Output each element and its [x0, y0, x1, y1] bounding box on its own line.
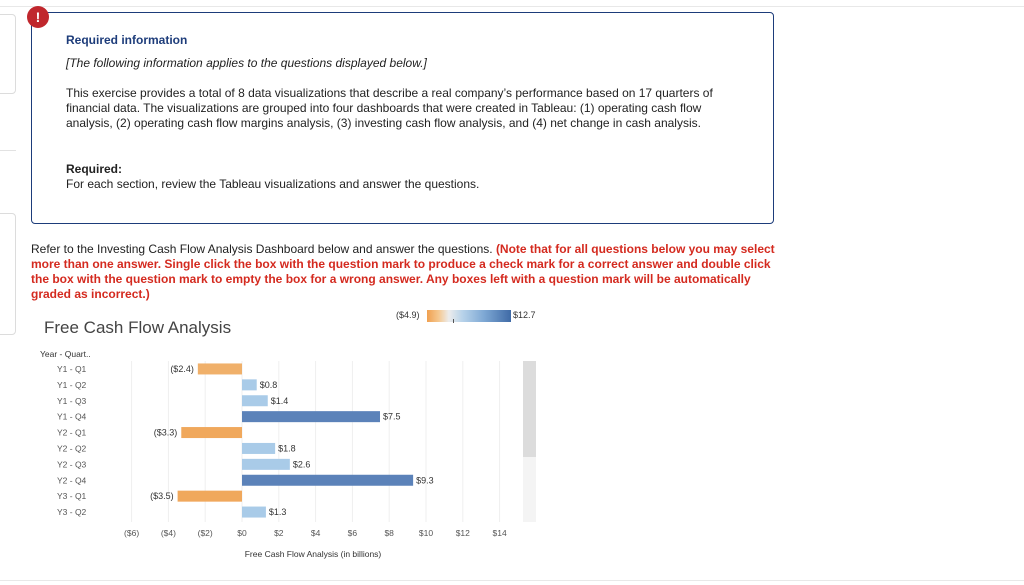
data-label: $1.8 — [278, 443, 296, 454]
bar — [242, 443, 275, 454]
bar — [198, 363, 242, 374]
x-tick-label: ($6) — [124, 528, 140, 538]
required-text: For each section, review the Tableau visualizations and answer the questions. — [66, 177, 480, 191]
data-label: ($3.3) — [153, 427, 178, 438]
instructions-note: (Note that for all questions below you may select more than one answer. Single click the box with the question mark to produce a check mark for a correct answer and double click the box with the question mark to empty the box for a wrong answer. Any boxes left with a question mark will be automatically graded as incorrect.) — [31, 242, 775, 301]
required-label: Required: — [66, 162, 123, 176]
bar — [242, 507, 266, 518]
info-heading: Required information — [66, 33, 188, 47]
legend-max-label: $12.7 — [513, 310, 536, 320]
category-label: Y1 - Q3 — [57, 395, 87, 406]
instructions-lead: Refer to the Investing Cash Flow Analysis Dashboard below and answer the questions. — [31, 242, 496, 256]
category-label: Y1 - Q2 — [57, 379, 87, 390]
bar — [178, 491, 242, 502]
x-tick-label: $14 — [492, 528, 507, 538]
x-tick-label: ($2) — [197, 528, 213, 538]
data-label: $1.3 — [268, 507, 287, 518]
x-tick-label: ($4) — [160, 528, 176, 538]
info-subheading: [The following information applies to the questions displayed below.] — [66, 56, 427, 70]
bar — [242, 475, 413, 486]
data-label: $0.8 — [259, 379, 278, 390]
data-label: $1.4 — [270, 395, 289, 406]
bar — [181, 427, 242, 438]
category-label: Y2 - Q1 — [57, 427, 87, 438]
bar — [242, 459, 290, 470]
bar — [242, 395, 268, 406]
x-tick-label: $12 — [455, 528, 470, 538]
category-label: Y1 - Q4 — [57, 411, 87, 422]
category-label: Y2 - Q2 — [57, 443, 87, 454]
category-label: Y3 - Q2 — [57, 507, 87, 518]
x-axis-title: Free Cash Flow Analysis (in billions) — [244, 549, 382, 559]
category-label: Y3 - Q1 — [57, 491, 87, 502]
data-label: ($2.4) — [170, 363, 194, 374]
bar — [242, 379, 257, 390]
bottom-divider — [0, 580, 1024, 581]
legend-min-label: ($4.9) — [396, 310, 420, 320]
x-tick-label: $2 — [274, 528, 284, 538]
category-label: Y2 - Q3 — [57, 459, 87, 470]
data-label: ($3.5) — [150, 491, 174, 502]
data-label: $9.3 — [416, 475, 434, 486]
x-tick-label: $0 — [237, 528, 247, 538]
x-tick-label: $4 — [310, 528, 321, 538]
data-label: $2.6 — [292, 459, 311, 470]
chart-title: Free Cash Flow Analysis — [44, 318, 232, 337]
info-paragraph: This exercise provides a total of 8 data visualizations that describe a real company’s performance based on 17 quarters of financial data. The visualizations are grouped into four dashboards that were created in Tableau: (1) operating cash flow analysis, (2) operating cash flow margins analysis, (3) investing cash flow analysis, and (4) net change in cash analysis. — [66, 86, 713, 130]
alert-icon: ! — [27, 6, 49, 28]
scrollbar-thumb[interactable] — [523, 361, 536, 457]
bar — [242, 411, 380, 422]
category-label: Y1 - Q1 — [57, 363, 87, 374]
data-label: $7.5 — [383, 411, 401, 422]
row-header: Year - Quart.. — [40, 349, 91, 359]
x-tick-label: $8 — [384, 528, 394, 538]
x-tick-label: $10 — [418, 528, 434, 538]
category-label: Y2 - Q4 — [57, 475, 87, 486]
x-tick-label: $6 — [347, 528, 358, 538]
